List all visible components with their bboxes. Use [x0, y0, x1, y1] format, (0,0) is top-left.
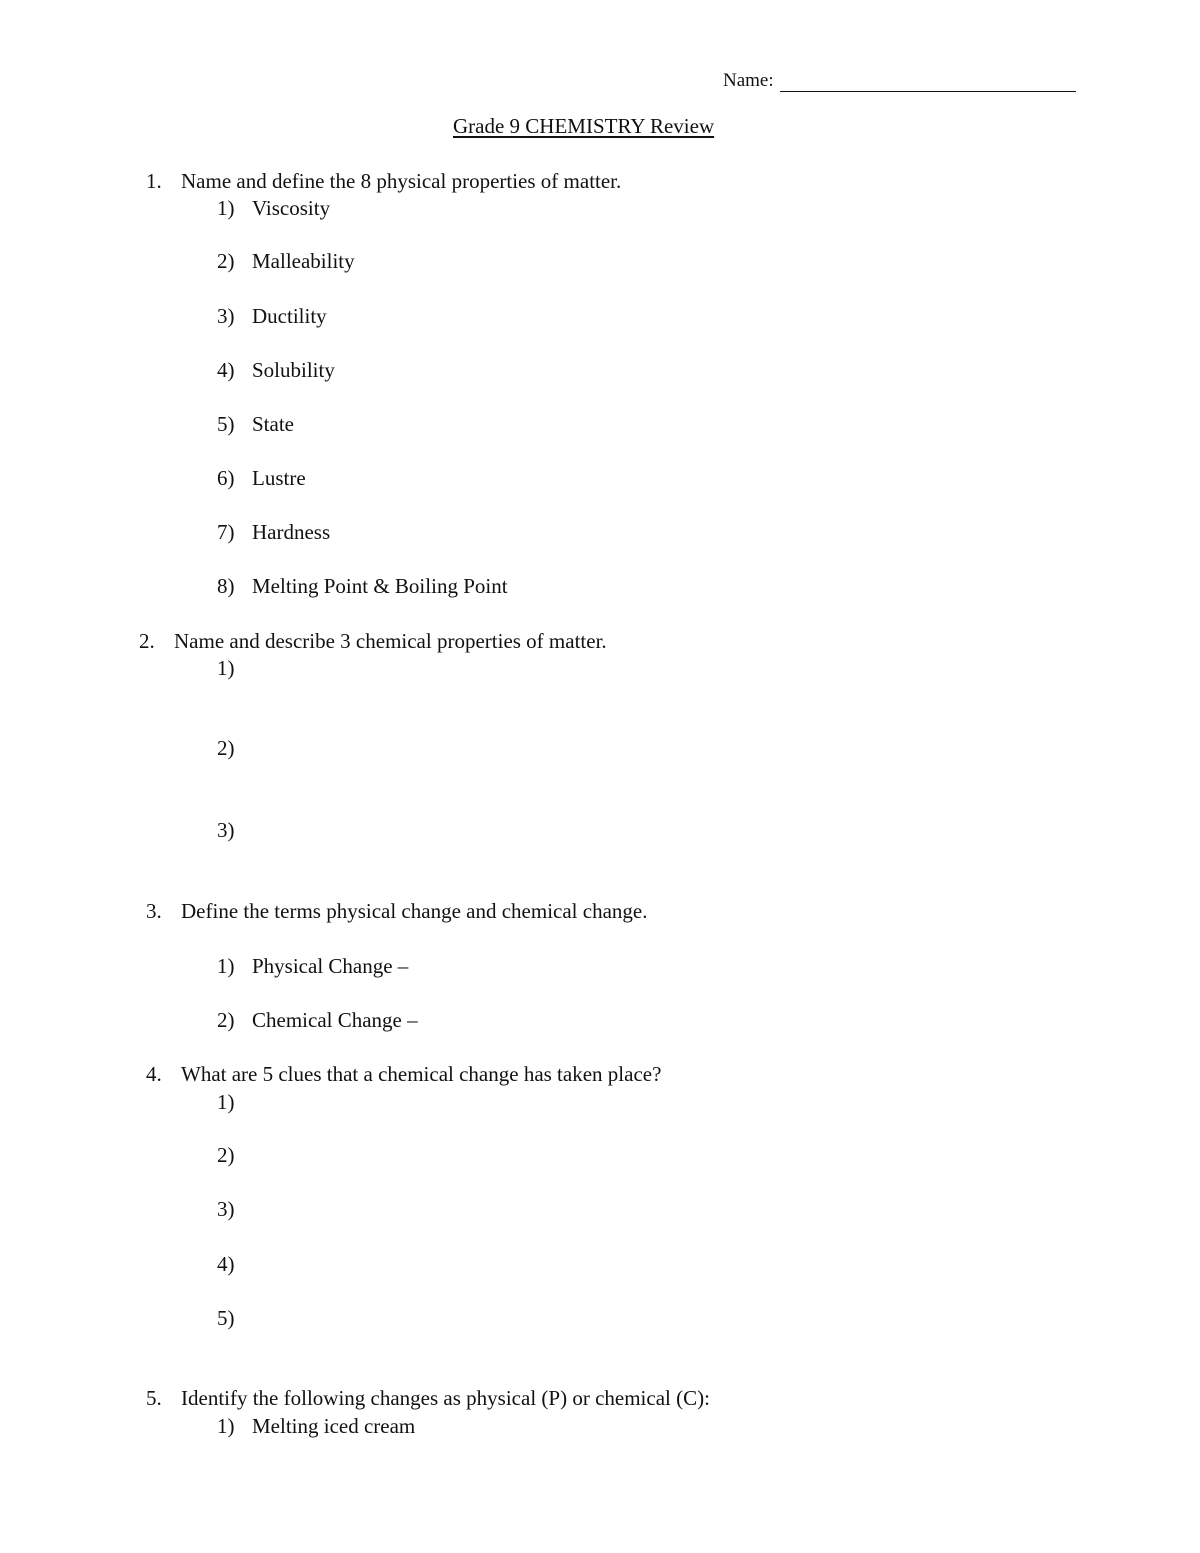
list-item-number: 2)	[217, 249, 235, 273]
list-item-number: 2)	[217, 736, 235, 760]
q3-number: 3.	[146, 899, 162, 923]
list-item-number: 4)	[217, 358, 235, 382]
list-item: Melting Point & Boiling Point	[252, 574, 508, 598]
list-item: Lustre	[252, 466, 306, 490]
list-item-number: 4)	[217, 1252, 235, 1276]
q5-number: 5.	[146, 1386, 162, 1410]
q2-text: Name and describe 3 chemical properties of matter.	[174, 629, 607, 653]
name-field[interactable]	[780, 91, 1076, 92]
page-title: Grade 9 CHEMISTRY Review	[453, 114, 715, 138]
list-item-number: 3)	[217, 304, 235, 328]
list-item-number: 1)	[217, 954, 235, 978]
list-item: Solubility	[252, 358, 335, 382]
list-item: Malleability	[252, 249, 355, 273]
list-item: Physical Change –	[252, 954, 409, 978]
list-item-number: 1)	[217, 1414, 235, 1438]
list-item-number: 1)	[217, 1090, 235, 1114]
list-item-number: 2)	[217, 1008, 235, 1032]
list-item: Melting iced cream	[252, 1414, 416, 1438]
q5-text: Identify the following changes as physical (P) or chemical (C):	[181, 1386, 710, 1410]
q4-text: What are 5 clues that a chemical change has taken place?	[181, 1062, 662, 1086]
list-item-number: 6)	[217, 466, 235, 490]
list-item-number: 1)	[217, 656, 235, 680]
q1-text: Name and define the 8 physical properties of matter.	[181, 169, 622, 193]
q4-number: 4.	[146, 1062, 162, 1086]
list-item-number: 8)	[217, 574, 235, 598]
list-item-number: 5)	[217, 412, 235, 436]
q3-text: Define the terms physical change and chemical change.	[181, 899, 648, 923]
q1-number: 1.	[146, 169, 162, 193]
list-item-number: 3)	[217, 1197, 235, 1221]
list-item: State	[252, 412, 294, 436]
list-item-number: 7)	[217, 520, 235, 544]
q2-number: 2.	[139, 629, 155, 653]
list-item-number: 2)	[217, 1143, 235, 1167]
list-item: Viscosity	[252, 196, 331, 220]
list-item-number: 3)	[217, 818, 235, 842]
list-item: Hardness	[252, 520, 331, 544]
list-item: Ductility	[252, 304, 327, 328]
name-label: Name:	[723, 70, 774, 91]
list-item: Chemical Change –	[252, 1008, 418, 1032]
list-item-number: 1)	[217, 196, 235, 220]
list-item-number: 5)	[217, 1306, 235, 1330]
